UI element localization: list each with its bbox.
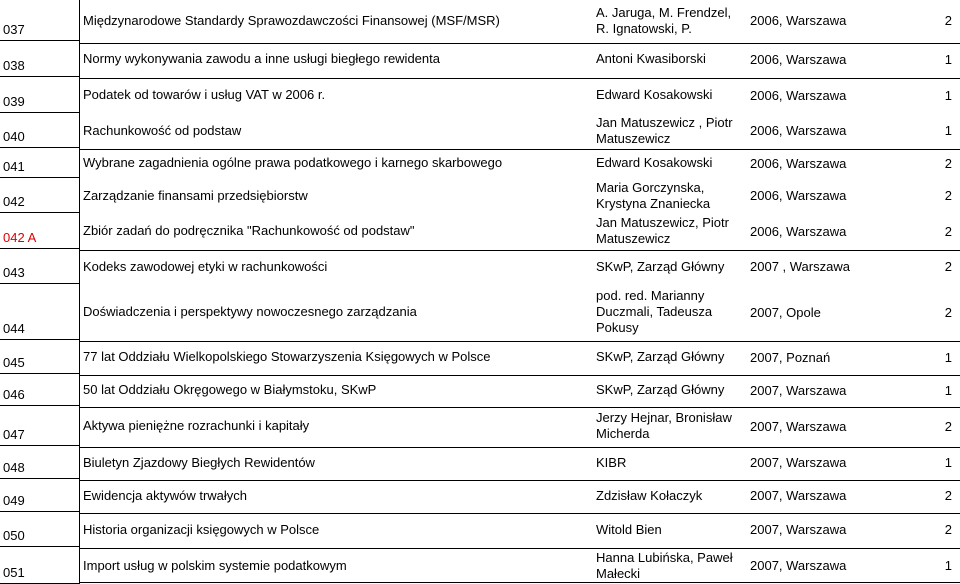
row-id: 043: [0, 249, 80, 284]
row-divider: [80, 548, 960, 549]
book-title: Zarządzanie finansami przedsiębiorstw: [83, 187, 308, 203]
publication-place: 2007, Warszawa: [750, 382, 847, 398]
book-title: Doświadczenia i perspektywy nowoczesnego zarządzania: [83, 304, 417, 319]
copy-count: 2: [944, 418, 952, 434]
copy-count: 1: [944, 87, 952, 103]
copy-count: 1: [944, 455, 952, 470]
row-id: 037: [0, 0, 80, 41]
book-author: pod. red. Marianny Duczmali, Tadeusza Pokusy: [596, 288, 713, 335]
book-title: Wybrane zagadnienia ogólne prawa podatkowego i karnego skarbowego: [83, 155, 503, 170]
publication-place: 2007, Poznań: [750, 349, 831, 365]
publication-place: 2006, Warszawa: [750, 123, 847, 138]
row-divider: [80, 447, 960, 448]
copy-count: 2: [944, 488, 952, 503]
book-title: Biuletyn Zjazdowy Biegłych Rewidentów: [83, 454, 315, 470]
row-divider: [80, 149, 960, 150]
copy-count: 1: [944, 51, 952, 67]
copy-count: 2: [944, 13, 952, 28]
publication-place: 2006, Warszawa: [750, 13, 847, 28]
publication-place: 2007, Warszawa: [750, 488, 847, 503]
book-author: A. Jaruga, M. Frendzel, R. Ignatowski, P.: [596, 4, 732, 36]
copy-count: 1: [944, 349, 952, 365]
row-divider: [80, 407, 960, 408]
publication-place: 2007, Warszawa: [750, 418, 847, 434]
book-title: Kodeks zawodowej etyki w rachunkowości: [83, 258, 328, 274]
book-title: Import usług w polskim systemie podatkowym: [83, 557, 347, 573]
book-title: Normy wykonywania zawodu a inne usługi biegłego rewidenta: [83, 51, 440, 66]
book-title: 50 lat Oddziału Okręgowego w Białymstoku, SKwP: [83, 382, 377, 397]
book-title: Historia organizacji księgowych w Polsce: [83, 521, 320, 537]
row-id: 049: [0, 479, 80, 512]
book-title: Zbiór zadań do podręcznika "Rachunkowość od podstaw": [83, 223, 415, 238]
row-divider: [80, 513, 960, 514]
row-divider: [80, 43, 960, 44]
copy-count: 2: [944, 304, 952, 320]
publication-place: 2007 , Warszawa: [750, 259, 850, 274]
row-divider: [80, 480, 960, 481]
copy-count: 1: [944, 123, 952, 138]
book-author: SKwP, Zarząd Główny: [596, 258, 725, 274]
book-author: Antoni Kwasiborski: [596, 51, 706, 66]
book-author: Edward Kosakowski: [596, 87, 713, 102]
publication-place: 2006, Warszawa: [750, 51, 847, 67]
book-title: 77 lat Oddziału Wielkopolskiego Stowarzyszenia Księgowych w Polsce: [83, 349, 491, 364]
book-author: SKwP, Zarząd Główny: [596, 382, 725, 397]
book-author: Witold Bien: [596, 521, 662, 537]
book-author: Jan Matuszewicz, Piotr Matuszewicz: [596, 215, 729, 246]
row-id: 044: [0, 284, 80, 340]
book-author: SKwP, Zarząd Główny: [596, 349, 725, 364]
copy-count: 2: [944, 522, 952, 537]
row-id: 040: [0, 113, 80, 148]
row-id: 041: [0, 148, 80, 178]
book-title: Międzynarodowe Standardy Sprawozdawczości Finansowej (MSF/MSR): [83, 12, 500, 28]
row-divider: [80, 78, 960, 79]
row-id: 051: [0, 547, 80, 584]
book-author: Hanna Lubińska, Paweł Małecki: [596, 549, 733, 581]
copy-count: 1: [944, 558, 952, 573]
row-id: 046: [0, 374, 80, 406]
row-id: 039: [0, 77, 80, 113]
publication-place: 2006, Warszawa: [750, 188, 847, 203]
copy-count: 1: [944, 382, 952, 398]
book-title: Podatek od towarów i usług VAT w 2006 r.: [83, 87, 326, 102]
row-id: 038: [0, 41, 80, 77]
row-divider: [80, 250, 960, 251]
publication-place: 2006, Warszawa: [750, 87, 847, 103]
book-title: Rachunkowość od podstaw: [83, 122, 242, 138]
book-author: Jan Matuszewicz , Piotr Matuszewicz: [596, 114, 733, 146]
publication-place: 2007, Warszawa: [750, 522, 847, 537]
row-divider: [80, 582, 960, 583]
copy-count: 2: [944, 223, 952, 239]
row-id: 045: [0, 340, 80, 374]
row-id: 048: [0, 446, 80, 479]
book-author: KIBR: [596, 454, 627, 470]
publication-place: 2007, Opole: [750, 304, 821, 320]
row-divider: [80, 341, 960, 342]
publication-place: 2007, Warszawa: [750, 558, 847, 573]
book-title: Ewidencja aktywów trwałych: [83, 487, 248, 503]
copy-count: 2: [944, 188, 952, 203]
book-title: Aktywa pieniężne rozrachunki i kapitały: [83, 418, 310, 433]
row-id: 047: [0, 406, 80, 446]
book-author: Jerzy Hejnar, Bronisław Micherda: [596, 410, 732, 441]
book-author: Maria Gorczynska, Krystyna Znaniecka: [596, 179, 711, 211]
publication-place: 2007, Warszawa: [750, 455, 847, 470]
row-id: 042 A: [0, 213, 80, 249]
row-id: 050: [0, 512, 80, 547]
row-divider: [80, 375, 960, 376]
copy-count: 2: [944, 259, 952, 274]
row-id: 042: [0, 178, 80, 213]
book-author: Edward Kosakowski: [596, 155, 713, 170]
publication-place: 2006, Warszawa: [750, 223, 847, 239]
book-author: Zdzisław Kołaczyk: [596, 487, 703, 503]
publication-place: 2006, Warszawa: [750, 155, 847, 171]
copy-count: 2: [944, 155, 952, 171]
